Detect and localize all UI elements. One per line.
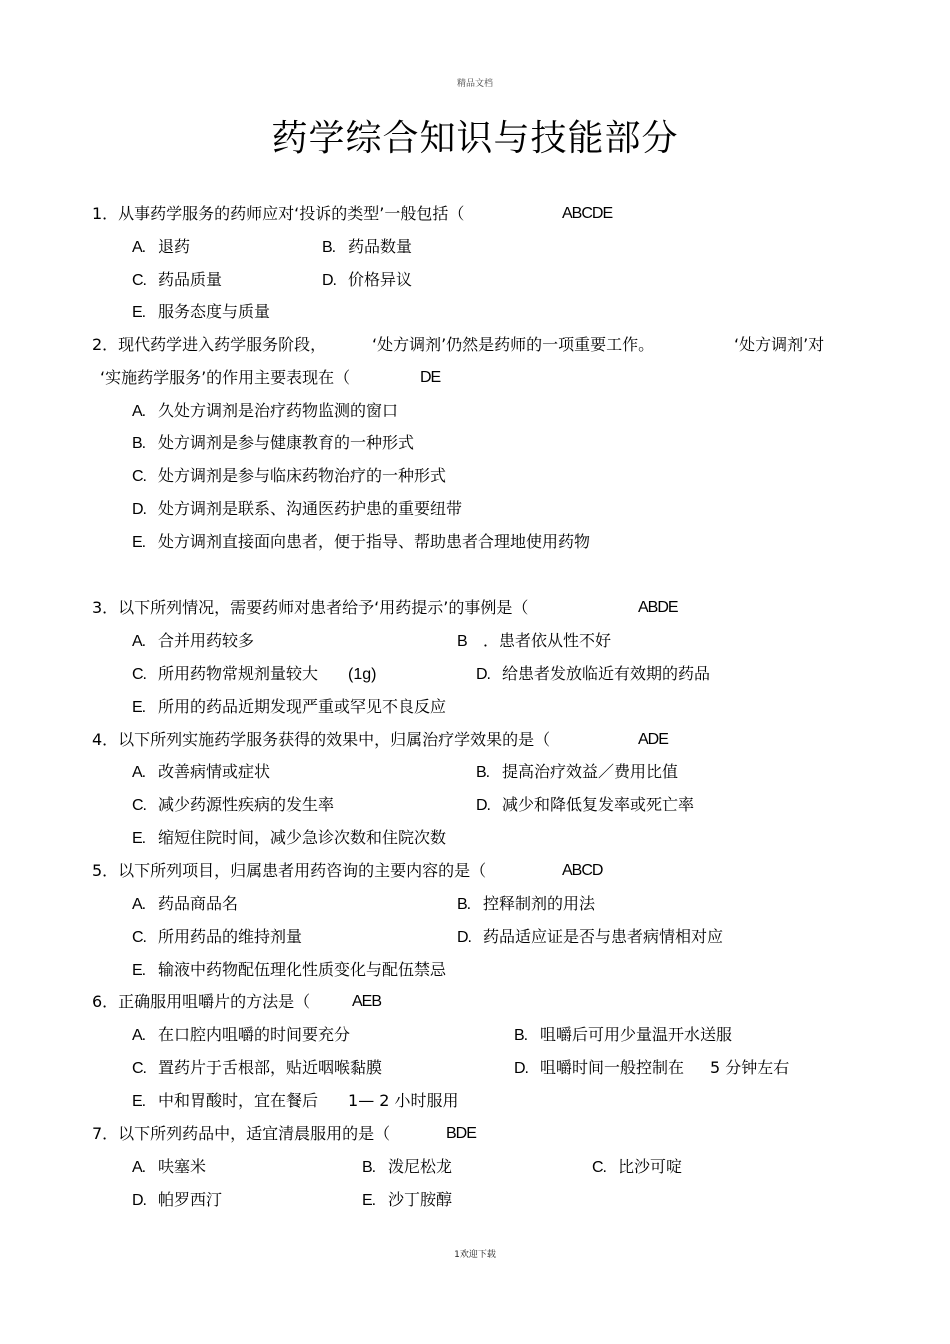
question-2-option-a: A. 久处方调剂是治疗药物监测的窗口 xyxy=(132,401,399,420)
question-1-answer: ABCDE xyxy=(562,205,613,222)
question-4-option-a: A. 改善病情或症状 xyxy=(132,762,271,781)
question-6-option-a: A. 在口腔内咀嚼的时间要充分 xyxy=(132,1025,351,1044)
question-2-option-b: B. 处方调剂是参与健康教育的一种形式 xyxy=(132,433,415,452)
question-2-option-e: E. 处方调剂直接面向患者，便于指导、帮助患者合理地使用药物 xyxy=(132,532,591,551)
question-4-answer: ADE xyxy=(638,731,668,748)
question-4-option-c: C. 减少药源性疾病的发生率 xyxy=(132,795,335,814)
question-1-option-b: B. 药品数量 xyxy=(322,237,413,256)
question-6-option-d: D. 咀嚼时间一般控制在 5 分钟左右 xyxy=(514,1058,790,1077)
question-7-answer: BDE xyxy=(446,1125,476,1142)
question-6-option-e: E. 中和胃酸时，宜在餐后 1— 2 小时服用 xyxy=(132,1091,459,1110)
question-7-stem: 7．以下所列药品中，适宜清晨服用的是（ xyxy=(92,1124,391,1143)
question-4-option-b: B. 提高治疗效益／费用比值 xyxy=(476,762,679,781)
question-5-answer: ABCD xyxy=(562,862,603,879)
question-3-stem: 3．以下所列情况，需要药师对患者给予‘用药提示’的事例是（ xyxy=(92,598,529,617)
question-5-stem: 5．以下所列项目，归属患者用药咨询的主要内容的是（ xyxy=(92,861,487,880)
question-1-option-a: A. 退药 xyxy=(132,237,191,256)
question-6-option-c: C. 置药片于舌根部，贴近咽喉黏膜 xyxy=(132,1058,383,1077)
question-3-answer: ABDE xyxy=(638,599,678,616)
question-4-stem: 4．以下所列实施药学服务获得的效果中，归属治疗学效果的是（ xyxy=(92,730,551,749)
question-5-option-b: B. 控释制剂的用法 xyxy=(457,894,596,913)
question-7-option-d: D. 帕罗西汀 xyxy=(132,1190,223,1209)
question-7-option-e: E. 沙丁胺醇 xyxy=(362,1190,453,1209)
footer-note: 1欢迎下载 xyxy=(454,1250,496,1260)
question-4-option-d: D. 减少和降低复发率或死亡率 xyxy=(476,795,695,814)
question-2-option-d: D. 处方调剂是联系、沟通医药护患的重要纽带 xyxy=(132,499,463,518)
question-1-stem: 1．从事药学服务的药师应对‘投诉的类型’一般包括（ xyxy=(92,204,465,223)
question-5-option-c: C. 所用药品的维持剂量 xyxy=(132,927,303,946)
question-6-stem: 6．正确服用咀嚼片的方法是（ xyxy=(92,992,311,1011)
question-5-option-a: A. 药品商品名 xyxy=(132,894,239,913)
question-7-option-b: B. 泼尼松龙 xyxy=(362,1157,453,1176)
question-7-option-c: C. 比沙可啶 xyxy=(592,1157,683,1176)
question-2-stem-part-b: ‘处方调剂’仍然是药师的一项重要工作。 xyxy=(372,335,655,354)
question-3-option-e: E. 所用的药品近期发现严重或罕见不良反应 xyxy=(132,697,447,716)
question-1-option-d: D. 价格异议 xyxy=(322,270,413,289)
question-5-option-e: E. 输液中药物配伍理化性质变化与配伍禁忌 xyxy=(132,960,447,979)
question-6-option-b: B. 咀嚼后可用少量温开水送服 xyxy=(514,1025,733,1044)
question-4-option-e: E. 缩短住院时间，减少急诊次数和住院次数 xyxy=(132,828,447,847)
question-2-answer: DE xyxy=(420,369,441,386)
question-3-option-c: C. 所用药物常规剂量较大 (1g) xyxy=(132,664,377,683)
page-title: 药学综合知识与技能部分 xyxy=(271,118,679,159)
question-2-option-c: C. 处方调剂是参与临床药物治疗的一种形式 xyxy=(132,466,447,485)
question-3-option-a: A. 合并用药较多 xyxy=(132,631,255,650)
question-7-option-a: A. 呋塞米 xyxy=(132,1157,207,1176)
question-3-option-d: D. 给患者发放临近有效期的药品 xyxy=(476,664,711,683)
question-1-option-c: C. 药品质量 xyxy=(132,270,223,289)
header-note: 精品文档 xyxy=(456,79,493,89)
question-6-answer: AEB xyxy=(352,993,382,1010)
question-2-stem-part-c: ‘处方调剂’对 xyxy=(734,335,825,354)
question-3-option-b: B ．患者依从性不好 xyxy=(457,631,612,650)
question-5-option-d: D. 药品适应证是否与患者病情相对应 xyxy=(457,927,724,946)
question-2-stem-part-d: ‘实施药学服务’的作用主要表现在（ xyxy=(100,368,351,387)
question-2-stem-part-a: 2．现代药学进入药学服务阶段， xyxy=(92,335,327,354)
question-1-option-e: E. 服务态度与质量 xyxy=(132,302,271,321)
